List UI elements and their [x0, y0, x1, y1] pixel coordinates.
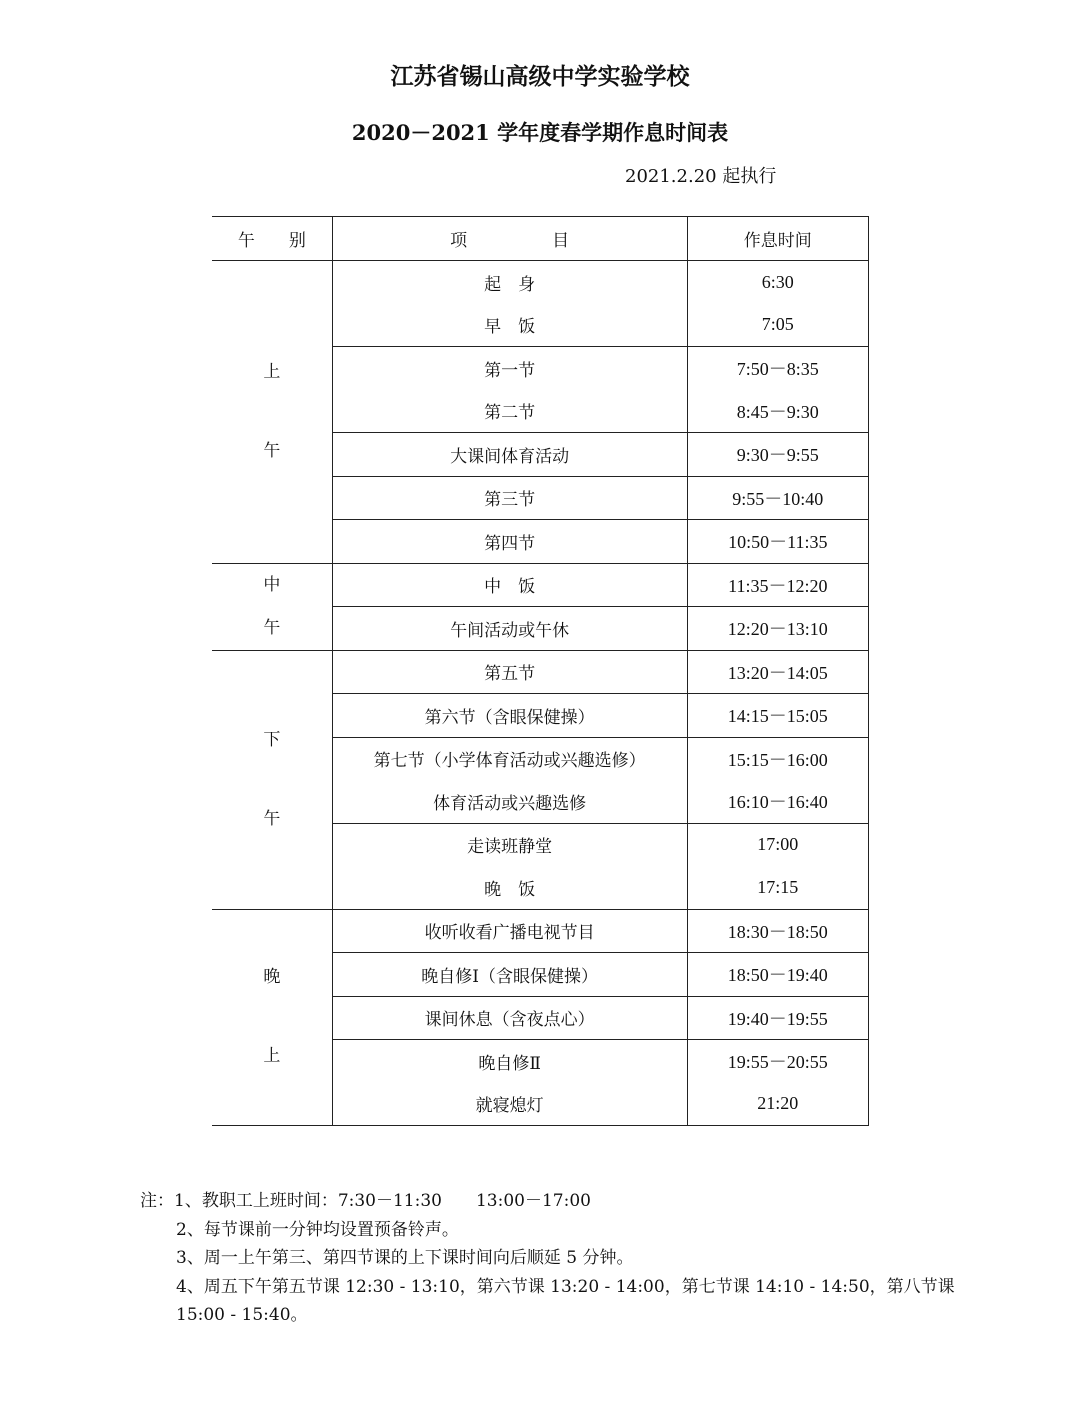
- time-cell: 19:40－19:55: [687, 996, 868, 1040]
- period-evening: [212, 909, 332, 1126]
- time-cell: 17:00: [687, 823, 868, 866]
- time-cell: 6:30: [687, 261, 868, 304]
- item-cell: 第二节: [332, 390, 687, 433]
- table-row: [212, 563, 869, 607]
- time-cell: 10:50－11:35: [687, 520, 868, 564]
- note-line: 注：1、教职工上班时间：7:30－11:30 13:00－17:00: [140, 1191, 591, 1211]
- note-line: 3、周一上午第三、第四节课的上下课时间向后顺延 5 分钟。: [176, 1248, 634, 1268]
- time-cell: 15:15－16:00: [687, 737, 868, 780]
- item-cell: 课间休息（含夜点心）: [332, 996, 687, 1040]
- time-cell: 18:50－19:40: [687, 953, 868, 997]
- time-cell: 19:55－20:55: [687, 1040, 868, 1083]
- period-morning: [212, 261, 332, 564]
- header-period: 午 别: [212, 217, 332, 261]
- item-cell: 起 身: [332, 261, 687, 304]
- period-afternoon: [212, 650, 332, 909]
- school-name: 江苏省锡山高级中学实验学校: [390, 63, 690, 90]
- item-cell: 午间活动或午休: [332, 607, 687, 651]
- period-noon: [212, 563, 332, 650]
- item-cell: 早 饭: [332, 304, 687, 347]
- time-cell: 7:50－8:35: [687, 347, 868, 390]
- item-cell: 体育活动或兴趣选修: [332, 780, 687, 823]
- time-cell: 21:20: [687, 1083, 868, 1126]
- time-cell: 11:35－12:20: [687, 563, 868, 607]
- table-row: [212, 909, 869, 953]
- header-time: 作息时间: [687, 217, 868, 261]
- schedule-table: [212, 216, 869, 1126]
- table-row: [212, 650, 869, 694]
- notes: [140, 1187, 1000, 1330]
- item-cell: 第七节（小学体育活动或兴趣选修）: [332, 737, 687, 780]
- time-cell: 16:10－16:40: [687, 780, 868, 823]
- item-cell: 第三节: [332, 476, 687, 520]
- period-char: 下: [263, 729, 281, 750]
- period-char: 中: [263, 574, 281, 595]
- time-cell: 7:05: [687, 304, 868, 347]
- item-cell: 晚 饭: [332, 866, 687, 909]
- item-cell: 晚自修Ⅱ: [332, 1040, 687, 1083]
- note-line: 4、周五下午第五节课 12:30 - 13:10，第六节课 13:20 - 14:00，第七节课 14:10 - 14:50，第八节课 15:00 - 15:40。: [176, 1276, 955, 1325]
- period-char: 午: [263, 440, 281, 461]
- period-char: 上: [263, 361, 281, 382]
- time-cell: 9:55－10:40: [687, 476, 868, 520]
- period-char: 上: [263, 1046, 281, 1067]
- item-cell: 大课间体育活动: [332, 433, 687, 477]
- item-cell: 走读班静堂: [332, 823, 687, 866]
- schedule-title: 2020－2021 学年度春学期作息时间表: [351, 120, 729, 145]
- item-cell: 第一节: [332, 347, 687, 390]
- time-cell: 12:20－13:10: [687, 607, 868, 651]
- time-cell: 8:45－9:30: [687, 390, 868, 433]
- period-char: 晚: [263, 967, 281, 988]
- time-cell: 17:15: [687, 866, 868, 909]
- table-header-row: [212, 217, 869, 261]
- item-cell: 第六节（含眼保健操）: [332, 694, 687, 738]
- item-cell: 第五节: [332, 650, 687, 694]
- time-cell: 14:15－15:05: [687, 694, 868, 738]
- effective-date: 2021.2.20 起执行: [625, 166, 777, 187]
- table-row: [212, 261, 869, 304]
- item-cell: 晚自修Ⅰ（含眼保健操）: [332, 953, 687, 997]
- time-cell: 13:20－14:05: [687, 650, 868, 694]
- item-cell: 收听收看广播电视节目: [332, 909, 687, 953]
- time-cell: 9:30－9:55: [687, 433, 868, 477]
- note-line: 2、每节课前一分钟均设置预备铃声。: [176, 1219, 459, 1240]
- item-cell: 中 饭: [332, 563, 687, 607]
- period-char: 午: [263, 617, 281, 638]
- item-cell: 第四节: [332, 520, 687, 564]
- period-char: 午: [263, 808, 281, 829]
- time-cell: 18:30－18:50: [687, 909, 868, 953]
- item-cell: 就寝熄灯: [332, 1083, 687, 1126]
- header-item: 项 目: [332, 217, 687, 261]
